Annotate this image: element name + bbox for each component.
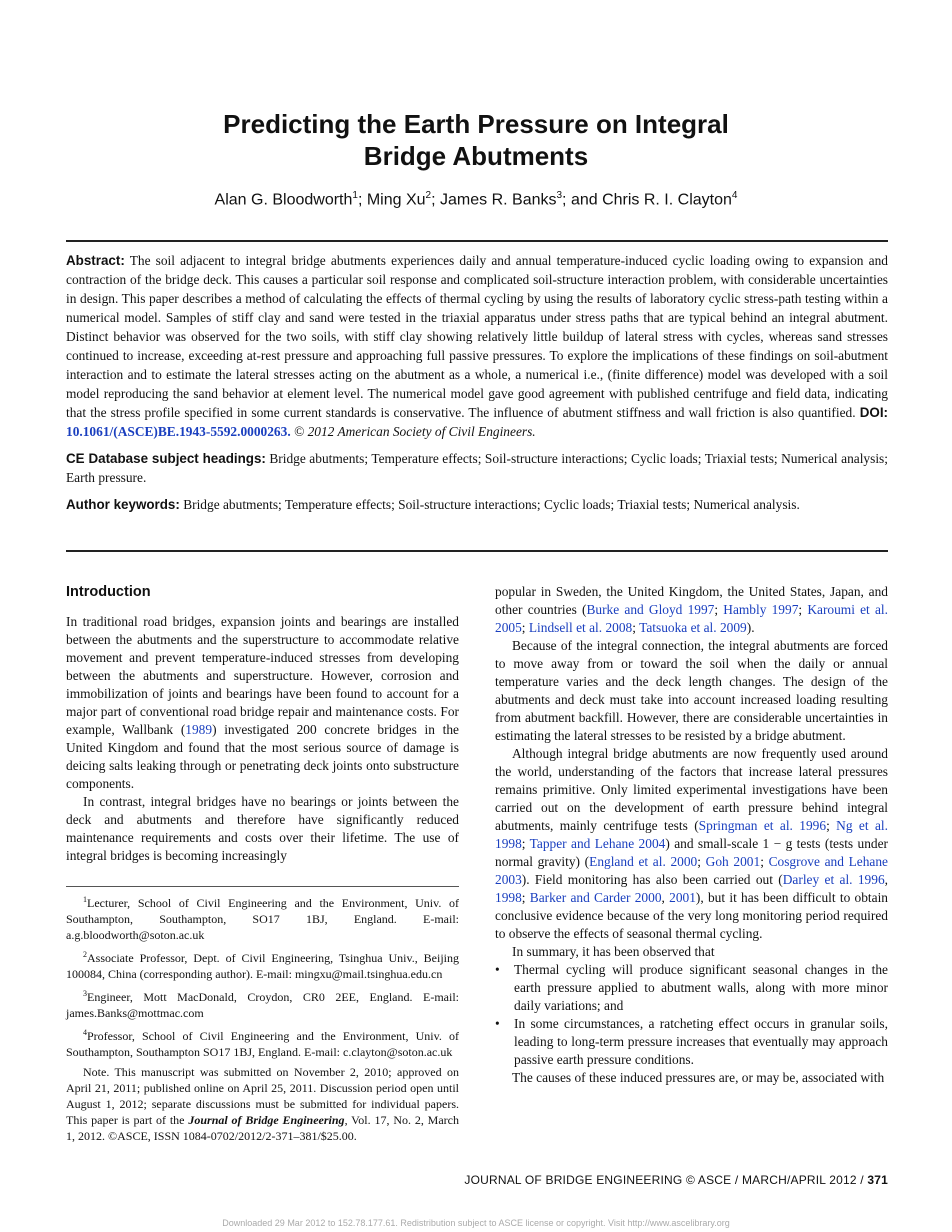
right-paragraph-4: In summary, it has been observed that [512,944,715,959]
citation-link[interactable]: Springman et al. 1996 [698,818,827,833]
body-text: ). [746,620,755,635]
footnote-text: Associate Professor, Dept. of Civil Engineering, Tsinghua Univ., Beijing 100084, China (corresponding author). E-mail: mingxu@mail.tsinghua.edu.cn [66,951,459,981]
ce-headings [66,449,888,487]
author-name: ; Ming Xu [357,191,426,209]
download-notice: Downloaded 29 Mar 2012 to 152.78.177.61. Redistribution subject to ASCE license or copyright. Visit http://www.ascelibrary.org [222,1218,730,1228]
journal-footer-text: JOURNAL OF BRIDGE ENGINEERING © ASCE / MARCH/APRIL 2012 / [464,1173,868,1187]
separator: ; [521,890,530,905]
author-affil-mark: 4 [731,190,738,201]
bullet-icon: • [495,962,500,977]
author-affil-mark: 1 [352,190,358,201]
abstract-paragraph [66,251,888,441]
right-column [495,583,888,1087]
abstract-label: Abstract: [66,253,125,268]
journal-footer [464,1173,888,1187]
citation-link[interactable]: 1998 [495,890,522,905]
citation-link[interactable]: Hambly 1997 [723,602,799,617]
title-line-1: Predicting the Earth Pressure on Integral [223,109,729,139]
list-item [495,1015,888,1069]
note-text: Note. This manuscript was submitted on November 2, 2010; approved on April 21, 2011; published online on April 25, 2011. Discussion period open until August 1, 2012; separate discussions must be submitted for individual papers. This paper is part of the [66,1065,459,1127]
intro-paragraph-1 [66,613,459,793]
author-keywords-text: Bridge abutments; Temperature effects; Soil-structure interactions; Cyclic loads; Triaxial tests; Numerical analysis. [179,497,800,512]
citation-link[interactable]: Goh 2001 [705,854,761,869]
note-text: , Vol. 17, No. 2, March 1, 2012. ©ASCE, ISSN 1084-0702/2012/2-371–381/$25.00. [66,1113,459,1143]
footnote-2 [66,947,459,982]
citation-link[interactable]: Tatsuoka et al. 2009 [639,620,747,635]
journal-name: Journal of Bridge Engineering [188,1113,345,1127]
author-name: ; and Chris R. I. Clayton [562,191,732,209]
paper-title [0,108,952,172]
citation-link[interactable]: Burke and Gloyd 1997 [586,602,715,617]
footnote-1 [66,892,459,943]
author-affil-mark: 2 [425,190,432,201]
footnote-text: Professor, School of Civil Engineering and the Environment, Univ. of Southampton, Southampton SO17 1BJ, England. E-mail: c.clayton@soton.ac.uk [66,1029,459,1059]
footnote-4 [66,1025,459,1060]
right-paragraph-3 [495,745,888,943]
bullet-icon: • [495,1016,500,1031]
list-item [495,961,888,1015]
citation-link[interactable]: Tapper and Lehane 2004 [529,836,666,851]
separator: ; [760,854,769,869]
separator: ; [521,620,529,635]
abstract-top-rule [66,240,888,242]
left-column [66,583,459,865]
body-text: ). Field monitoring has also been carried out ( [521,872,783,887]
citation-link[interactable]: Lindsell et al. 2008 [528,620,633,635]
list-item-text: Thermal cycling will produce significant seasonal changes in the earth pressure applied to abutment walls, along with more minor daily variations; and [514,962,888,1013]
intro-paragraph-2: In contrast, integral bridges have no bearings or joints between the deck and abutments and therefore have significantly reduced maintenance requirements and costs over their lifetime. The use of integral bridges is becoming increasingly [66,794,459,863]
title-line-2: Bridge Abutments [363,141,589,171]
page-number: 371 [867,1173,888,1187]
citation-link[interactable]: Ng et al. 1998 [495,818,888,851]
right-paragraph-1 [495,583,888,637]
separator: ; [826,818,837,833]
intro-text: ) investigated 200 concrete bridges in the United Kingdom and found that the most serious source of damage is deicing salts leaking through or penetrating deck joints onto substructure components. [66,722,459,791]
citation-link[interactable]: 1989 [185,722,213,737]
separator: ; [521,836,530,851]
abstract-text: The soil adjacent to integral bridge abutments experiences daily and annual temperature-induced cyclic loading owing to expansion and contraction of the bridge deck. This causes a particular soil response and complicated soil-structure interaction problem, with considerable uncertainties in design. This paper describes a method of calculating the effects of thermal cycling by using the results of laboratory cyclic stress-path testing within a numerical model. Samples of stiff clay and sand were tested in the triaxial apparatus under stress paths that are typical behind an integral abutment. Distinct behavior was observed for the two soils, with stiff clay showing relatively little buildup of lateral stress with cycles, whereas sand stresses continued to increase, exceeding at-rest pressure and approaching full passive pressures. To explore the implications of these findings on soil-abutment interaction and to estimate the lateral stresses acting on the abutment as a whole, a numerical i.e., (finite difference) model was developed with a soil model reproducing the sand behavior at element level. The numerical model gave good agreement with published centrifuge and field data, indicating that the stress profile specified in some current standards is conservative. The influence of abutment stiffness and wall friction is also quantified. [66,253,888,420]
footnote-3 [66,986,459,1021]
ce-headings-text: Bridge abutments; Temperature effects; Soil-structure interactions; Cyclic loads; Triaxial tests; Numerical analysis; Earth pressure. [66,451,888,485]
separator: , [884,872,889,887]
footnote-mark: 3 [83,989,87,998]
ce-headings-label: CE Database subject headings: [66,451,266,466]
footnotes [66,892,459,1148]
copyright-text: © 2012 American Society of Civil Engineers. [294,424,536,439]
footnote-mark: 1 [83,895,87,904]
author-list [0,190,952,209]
separator: , [661,890,670,905]
footnote-rule [66,886,459,887]
citation-link[interactable]: Karoumi et al. 2005 [495,602,888,635]
body-text: popular in Sweden, the United Kingdom, the United States, Japan, and other countries ( [495,584,888,617]
author-name: ; James R. Banks [431,191,557,209]
separator: ; [798,602,808,617]
right-paragraph-5: The causes of these induced pressures are, or may be, associated with [512,1070,885,1085]
separator: ; [632,620,640,635]
doi-label: DOI: [859,405,888,420]
citation-link[interactable]: 2001 [669,890,696,905]
body-text: ), but it has been difficult to obtain conclusive evidence because of the very long monitoring period required to observe the effects of seasonal thermal cycling. [495,890,888,941]
body-text: ) and small-scale 1 − g tests (tests under normal gravity) ( [495,836,889,869]
list-item-text: In some circumstances, a ratcheting effect occurs in granular soils, leading to long-term pressure increases that eventually may approach passive earth pressure conditions. [514,1016,888,1067]
doi-link[interactable]: 10.1061/(ASCE)BE.1943-5592.0000263. [66,424,291,439]
author-affil-mark: 3 [556,190,563,201]
footnote-mark: 4 [83,1028,87,1037]
author-name: Alan G. Bloodworth [214,191,353,209]
citation-link[interactable]: Barker and Carder 2000 [529,890,662,905]
section-heading-introduction: Introduction [66,584,151,600]
body-text: Although integral bridge abutments are now frequently used around the world, understanding of the factors that increase lateral pressures remains primitive. Only limited experimental investigations have been carried out on the development of earth pressure behind integral abutments, mainly centrifuge tests ( [495,746,888,833]
author-keywords-label: Author keywords: [66,497,180,512]
citation-link[interactable]: Darley et al. 1996 [782,872,885,887]
separator: ; [714,602,724,617]
separator: ; [697,854,706,869]
footnote-text: Lecturer, School of Civil Engineering and the Environment, Univ. of Southampton, Southampton, SO17 1BJ, England. E-mail: a.g.bloodworth@soton.ac.uk [66,896,459,942]
abstract-block [66,251,888,522]
author-keywords [66,495,888,514]
right-paragraph-2: Because of the integral connection, the integral abutments are forced to move away from or toward the soil when the daily or annual temperature varies and the deck length changes. The design of the abutments and deck must take into account increased loading resulting from abutment backfill. However, there are considerable uncertainties in estimating the lateral stresses to be resisted by a bridge abutment. [495,638,888,743]
citation-link[interactable]: Cosgrove and Lehane 2003 [495,854,889,887]
citation-link[interactable]: England et al. 2000 [589,854,698,869]
footnote-text: Engineer, Mott MacDonald, Croydon, CR0 2EE, England. E-mail: james.Banks@mottmac.com [66,990,459,1020]
abstract-bottom-rule [66,550,888,552]
submission-note [66,1064,459,1144]
bullet-list [495,961,888,1069]
footnote-mark: 2 [83,950,87,959]
intro-text: In traditional road bridges, expansion joints and bearings are installed between the abutments and the superstructure to accommodate relative movement and prevent temperature-induced stresses from developing between the abutments and superstructure. However, corrosion and immobilization of joints and bearings have been found to account for a major part of conventional road bridge repair and maintenance costs. For example, Wallbank ( [66,614,459,737]
